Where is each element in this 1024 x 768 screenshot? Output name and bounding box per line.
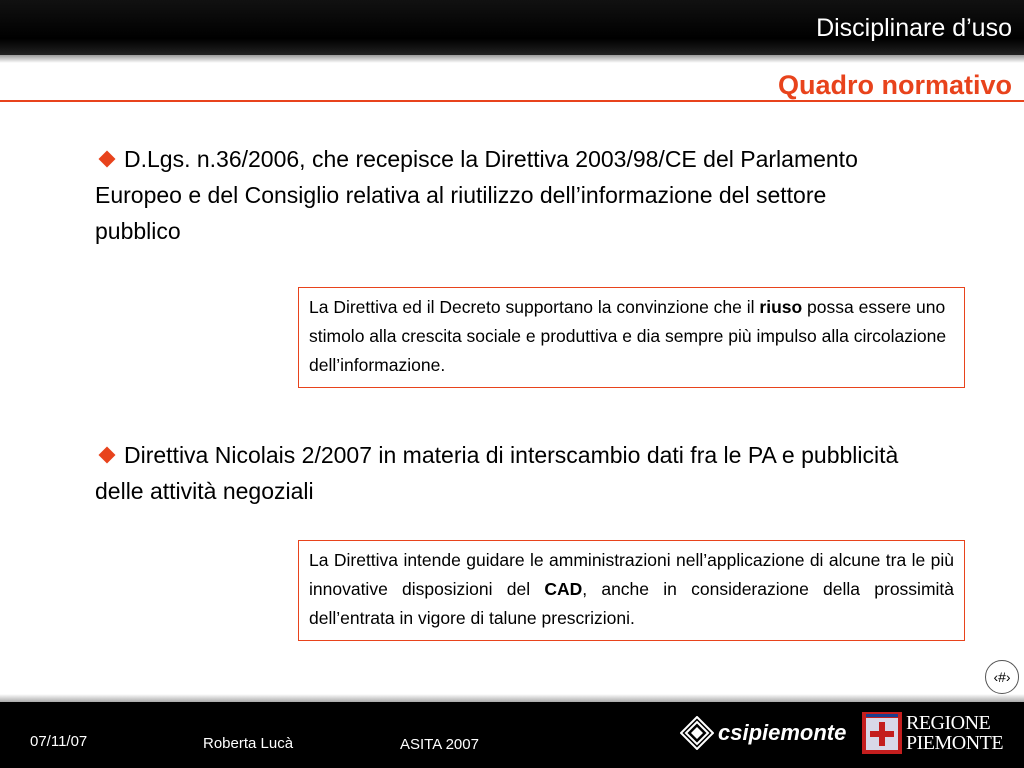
regione-logo-line1: REGIONE xyxy=(906,712,991,734)
slide-subtitle: Quadro normativo xyxy=(777,70,1012,100)
regione-crest-icon xyxy=(862,712,902,754)
subtitle-divider xyxy=(0,100,1024,102)
header-title: Disciplinare d’uso xyxy=(816,14,1012,42)
note-box-cad xyxy=(298,540,965,641)
note-text-before: La Direttiva intende guidare le amministrazioni nell’applicazione di alcune tra le più innovative disposizioni del xyxy=(309,550,954,599)
footer-shadow xyxy=(0,694,1024,702)
footer-event: ASITA 2007 xyxy=(400,736,479,753)
footer-date: 07/11/07 xyxy=(30,733,88,750)
csi-logo-text: csipiemonte xyxy=(718,720,847,745)
diamond-bullet-icon xyxy=(99,151,116,168)
bullet-item-dlgs xyxy=(95,141,895,249)
header-bar xyxy=(0,0,1024,55)
regione-logo-line2: PIEMONTE xyxy=(906,732,1004,754)
diamond-bullet-icon xyxy=(99,447,116,464)
note-text-after: , anche in considerazione della prossimità dell’entrata in vigore di talune prescrizioni. xyxy=(309,579,954,628)
csipiemonte-logo xyxy=(680,716,846,750)
page-number: ‹#› xyxy=(985,660,1019,694)
bullet-item-nicolais xyxy=(95,437,945,509)
bullet-text: Direttiva Nicolais 2/2007 in materia di interscambio dati fra le PA e pubblicità delle attività negoziali xyxy=(95,442,899,504)
header-shadow xyxy=(0,55,1024,63)
note-box-riuso xyxy=(298,287,965,388)
regione-piemonte-logo xyxy=(862,712,1003,754)
note-text-after: possa essere uno stimolo alla crescita sociale e produttiva e dia sempre più impulso alla circolazione dell’informazione. xyxy=(309,297,947,375)
note-text-bold: riuso xyxy=(759,297,803,317)
regione-logo-text xyxy=(906,713,1003,753)
note-text-bold: CAD xyxy=(544,579,583,599)
note-text-before: La Direttiva ed il Decreto supportano la convinzione che il xyxy=(309,297,760,317)
csi-diamond-icon xyxy=(680,716,714,750)
bullet-text: D.Lgs. n.36/2006, che recepisce la Direttiva 2003/98/CE del Parlamento Europeo e del Consiglio relativa al riutilizzo dell’informazione del settore pubblico xyxy=(95,146,858,244)
footer-author: Roberta Lucà xyxy=(203,735,294,752)
